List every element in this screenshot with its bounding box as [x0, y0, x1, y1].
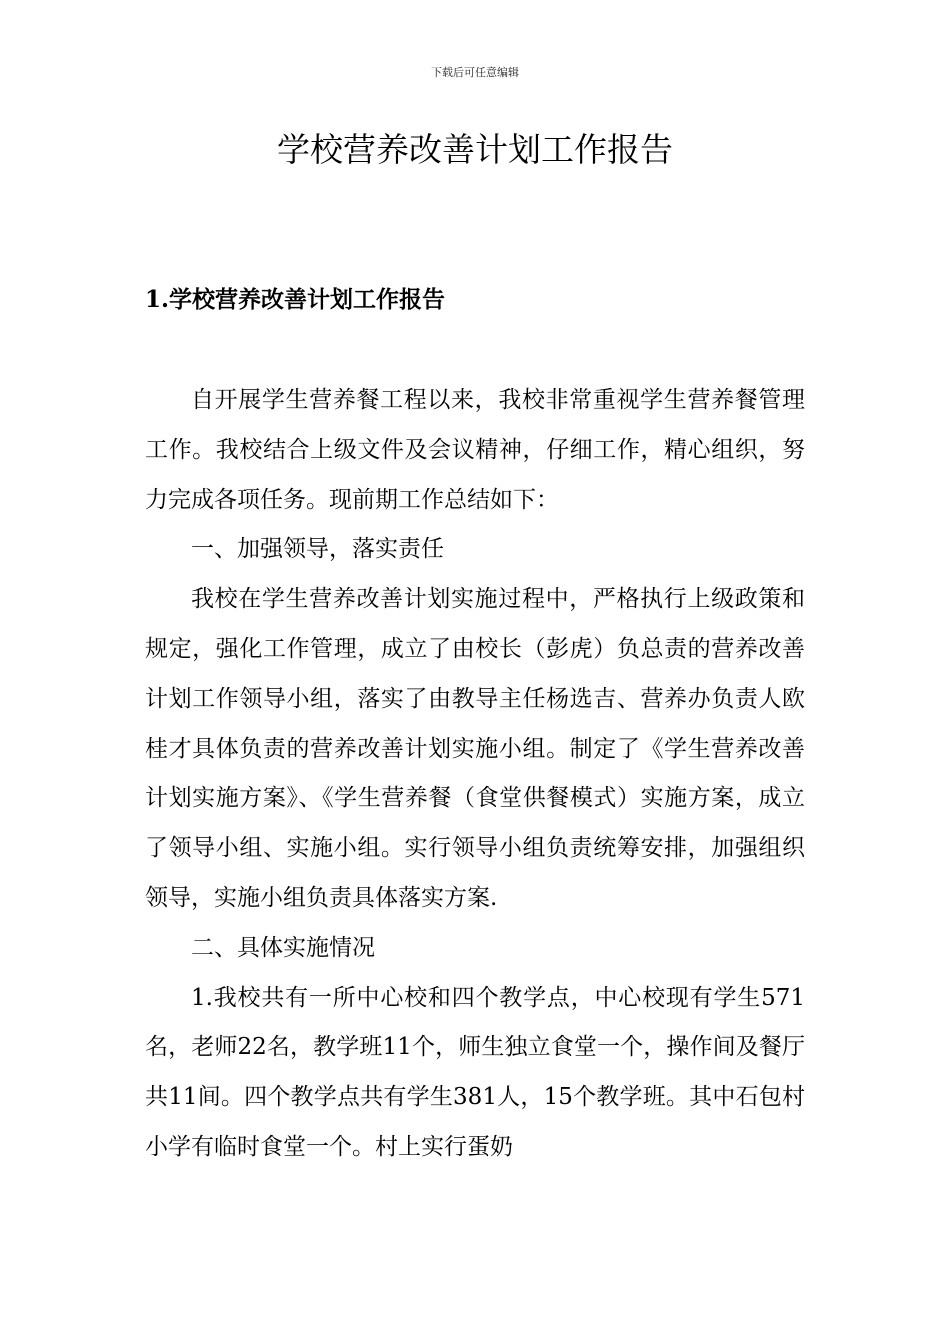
paragraph-intro: 自开展学生营养餐工程以来，我校非常重视学生营养餐管理工作。我校结合上级文件及会议精神，仔细工作，精心组织，努力完成各项任务。现前期工作总结如下：: [145, 387, 805, 513]
document-body: [145, 376, 805, 1173]
subheading-leadership: 一、加强领导，落实责任: [191, 536, 444, 563]
section-heading: 1.学校营养改善计划工作报告: [145, 286, 446, 313]
paragraph-implementation: 1.我校共有一所中心校和四个教学点，中心校现有学生571名，老师22名，教学班11个，师生独立食堂一个，操作间及餐厅共11间。四个教学点共有学生381人，15个教学班。其中石包村小学有临时食堂一个。村上实行蛋奶: [145, 984, 805, 1160]
subheading-implementation: 二、具体实施情况: [191, 934, 375, 961]
document-title: 学校营养改善计划工作报告: [277, 130, 673, 169]
page-header-note: 下载后可任意编辑: [431, 66, 519, 79]
paragraph-leadership: 我校在学生营养改善计划实施过程中，严格执行上级政策和规定，强化工作管理，成立了由校长（彭虎）负总责的营养改善计划工作领导小组，落实了由教导主任杨选吉、营养办负责人欧桂才具体负责的营养改善计划实施小组。制定了《学生营养改善计划实施方案》、《学生营养餐（食堂供餐模式）实施方案，成立了领导小组、实施小组。实行领导小组负责统筹安排，加强组织领导，实施小组负责具体落实方案.: [145, 586, 805, 911]
